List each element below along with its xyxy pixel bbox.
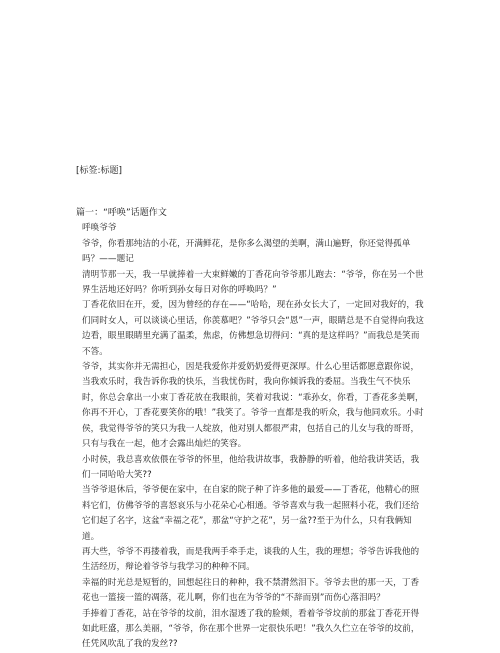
paragraph: 幸福的时光总是短暂的，回想起往日的种种，我不禁潸然泪下。爷爷去世的那一天，丁香花也一篮接一篮的凋落，花儿啊，你们也在为爷爷的“不辞而别”而伤心落泪吗？ <box>82 577 420 604</box>
paragraph: 小时侯，我总喜欢依偎在爷爷的怀里，他给我讲故事，我静静的听着，他给我讲笑话，我们一同哈哈大笑?? <box>82 454 420 480</box>
paragraph: 爷爷，你看那纯洁的小花，开满鲜花，是你多么渴望的美啊，满山遍野，你还觉得孤单吗？——题记 <box>82 238 411 265</box>
paragraph: 清明节那一天，我一早就捧着一大束鲜嫩的丁香花向爷爷那儿跑去：“爷爷，你在另一个世界生活地还好吗？你听到孙女每日对你的呼唤吗？” <box>82 269 424 296</box>
paragraph: 当爷爷退休后，爷爷便在家中，在自家的院子种了许多他的最爱——丁香花，他精心的照料它们，仿佛爷爷的喜怒哀乐与小花朵心心相通。爷爷喜欢与我一起照料小花，我们还给它们起了名字，这盆“幸福之花”，那盆“守护之花”，另一盆??至于为什么，只有我俩知道。 <box>82 485 420 542</box>
paragraph: 手捧着丁香花，站在爷爷的坟前，泪水湿透了我的脸颊，看着爷爷坟前的那盆丁香花开得如此旺盛，那么美丽，“爷爷，你在那个世界一定很快乐吧！”我久久伫立在爷爷的坟前，任凭风吹乱了我的发丝?? <box>82 608 420 650</box>
paragraph: 再大些，爷爷不再搂着我，而是我两手牵手走，谈我的人生，我的理想；爷爷告诉我他的生活经历，辩论着爷爷与我学习的种种不同。 <box>82 546 420 573</box>
article-subheading: 呼唤爷爷 <box>82 223 117 234</box>
article-body <box>76 206 426 653</box>
paragraph: 爷爷，其实你并无需担心，因是我爱你并爱奶奶爱得更深厚。什么心里话都愿意跟你说，当我欢乐时，我告诉你我的快乐，当我忧伤时，我向你倾诉我的委屈。当我生气不快乐时，你总会拿出一小束丁香花放在我眼前，笑着对我说：“乖孙女，你看，丁香花多美啊，你再不开心，丁香花要笑你的哦！”我笑了。爷爷一直都是我的听众，我与他同欢乐。小时侯，我觉得爷爷的笑只为我一人绽放，他对别人都很严肃，包括自己的儿女与我的哥哥，只有与我在一起，他才会露出灿烂的笑容。 <box>82 362 424 450</box>
article-heading: 篇一：“呼唤”话题作文 <box>76 208 167 218</box>
paragraph: 丁香花依旧在开，爱，因为曾经的存在——“哈哈，现在孙女长大了，一定回对我好的，我们同时女人，可以谈谈心里话，你羡慕吧？”爷爷只会“恩”一声，眼睛总是不自觉得向我这边看，眼里眼睛里充满了温柔，焦虑，仿佛想急切得问：“真的是这样吗？”而我总是笑而不答。 <box>82 300 424 357</box>
tag-title-placeholder: [标签:标题] <box>76 166 123 176</box>
